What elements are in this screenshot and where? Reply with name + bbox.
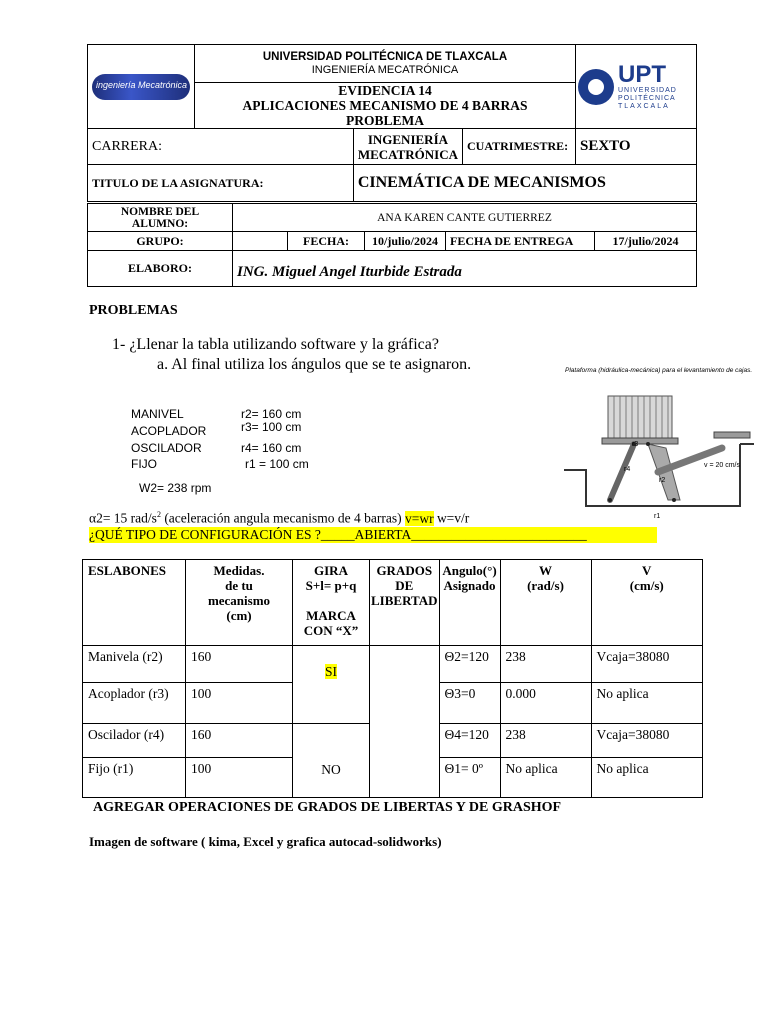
entrega-label: FECHA DE ENTREGA <box>446 232 595 251</box>
header-medidas <box>186 560 293 646</box>
entrega-value: 17/julio/2024 <box>595 232 697 251</box>
header-medidas-3: mecanismo <box>207 593 271 608</box>
cell-w: 238 <box>500 724 591 758</box>
carrera-label: CARRERA: <box>88 129 354 165</box>
links-table <box>82 559 703 798</box>
cell-medida: 160 <box>186 646 293 683</box>
cell-eslabon: Acoplador (r3) <box>83 683 186 724</box>
cell-angulo: Θ1= 0º <box>439 758 500 798</box>
asignatura-value: CINEMÁTICA DE MECANISMOS <box>353 165 696 202</box>
header-angulo-2: Asignado <box>443 578 496 593</box>
department-name: INGENIERÍA MECATRÓNICA <box>311 63 459 76</box>
cell-v: Vcaja=38080 <box>591 724 703 758</box>
header-v-2: (cm/s) <box>629 578 664 593</box>
elaboro-label: ELABORO: <box>88 251 233 287</box>
cell-eslabon: Manivela (r2) <box>83 646 186 683</box>
alumno-label-line2: ALUMNO: <box>131 217 189 230</box>
cell-medida: 100 <box>186 683 293 724</box>
cargo-boxes <box>608 396 672 438</box>
header-gira-1: GIRA <box>314 563 348 578</box>
header-eslabones: ESLABONES <box>83 560 186 646</box>
asignatura-label: TITULO DE LA ASIGNATURA: <box>88 165 354 202</box>
cell-v: No aplica <box>591 683 703 724</box>
cuatrimestre-value: SEXTO <box>576 129 697 165</box>
spec-fijo-value: r1 = 100 cm <box>245 457 309 471</box>
mechanism-diagram <box>562 382 758 520</box>
cell-w: 238 <box>500 646 591 683</box>
header-angulo <box>439 560 500 646</box>
alumno-label <box>88 204 233 232</box>
evidence-title: EVIDENCIA 14 <box>338 83 432 98</box>
header-gira-5: CON “X” <box>303 623 359 638</box>
question-1: 1- ¿Llenar la tabla utilizando software y la gráfica? <box>112 336 439 353</box>
cell-eslabon: Fijo (r1) <box>83 758 186 798</box>
config-question: ¿QUÉ TIPO DE CONFIGURACIÓN ES ?_____ABIERTA__________________________ <box>89 527 657 543</box>
spec-manivel-name: MANIVEL <box>131 407 184 421</box>
gira-si: SI <box>324 664 337 679</box>
header-medidas-4: (cm) <box>226 608 252 623</box>
title-line1: APLICACIONES MECANISMO DE 4 BARRAS <box>242 98 528 113</box>
title-line2: PROBLEMA <box>345 113 424 128</box>
diagram-caption: Plataforma (hidráulica-mecánica) para el levantamiento de cajas. <box>565 367 753 374</box>
header-angulo-1: Angulo(°) <box>442 563 497 578</box>
university-name: UNIVERSIDAD POLITÉCNICA DE TLAXCALA <box>262 50 508 63</box>
shelf <box>714 432 750 438</box>
elaboro-value: ING. Miguel Angel Iturbide Estrada <box>233 251 697 287</box>
header-v <box>591 560 703 646</box>
cell-medida: 160 <box>186 724 293 758</box>
carrera-value <box>353 129 462 165</box>
upt-line1: UNIVERSIDAD <box>618 86 677 94</box>
cell-gira-si <box>293 646 370 724</box>
right-logo-cell <box>576 45 697 129</box>
header-table <box>87 44 697 202</box>
cell-angulo: Θ3=0 <box>439 683 500 724</box>
alpha-text: α2= 15 rad/s <box>89 510 157 526</box>
cell-w: No aplica <box>500 758 591 798</box>
alpha-exponent: 2 <box>156 510 161 519</box>
spec-oscilador-name: OSCILADOR <box>131 441 202 455</box>
alpha-line <box>89 510 469 527</box>
grupo-value <box>233 232 288 251</box>
header-grados-1: GRADOS <box>376 563 433 578</box>
gira-no: NO <box>321 762 341 777</box>
link-r4 <box>610 444 634 500</box>
v-formula: v=wr <box>404 510 434 526</box>
fecha-value: 10/julio/2024 <box>365 232 446 251</box>
alumno-label-line1: NOMBRE DEL <box>120 205 200 218</box>
label-r2: r2 <box>659 477 666 484</box>
university-cell <box>195 45 576 83</box>
header-grados-3: LIBERTAD <box>371 593 438 608</box>
header-v-1: V <box>642 563 652 578</box>
spec-fijo-name: FIJO <box>131 457 157 471</box>
cell-eslabon: Oscilador (r4) <box>83 724 186 758</box>
upt-logo <box>578 60 694 111</box>
imagen-software: Imagen de software ( kima, Excel y grafica autocad-solidworks) <box>89 834 442 849</box>
alumno-value: ANA KAREN CANTE GUTIERREZ <box>233 204 697 232</box>
header-w <box>500 560 591 646</box>
label-r3: r3 <box>632 441 639 448</box>
cell-grados <box>370 646 440 798</box>
table-row <box>83 646 703 683</box>
cell-angulo: Θ2=120 <box>439 646 500 683</box>
spec-acoplador-value: r3= 100 cm <box>241 420 302 434</box>
label-velocity: v = 20 cm/s <box>704 462 740 469</box>
grupo-label: GRUPO: <box>88 232 233 251</box>
cell-angulo: Θ4=120 <box>439 724 500 758</box>
header-w-1: W <box>539 563 552 578</box>
w2-value: W2= 238 rpm <box>139 481 212 495</box>
gear-icon <box>578 69 614 105</box>
cell-medida: 100 <box>186 758 293 798</box>
problemas-heading: PROBLEMAS <box>89 303 178 318</box>
header-gira-2: S+l= p+q <box>305 578 357 593</box>
mechatronics-logo <box>92 74 190 100</box>
spec-oscilador-value: r4= 160 cm <box>241 441 302 455</box>
left-logo-text: ingeniería Mecatrónica <box>96 79 188 90</box>
header-table-lower <box>87 203 697 287</box>
cell-v: No aplica <box>591 758 703 798</box>
title-cell <box>195 83 576 129</box>
w-formula: w=v/r <box>433 510 470 526</box>
label-r4: r4 <box>624 466 631 473</box>
header-grados <box>370 560 440 646</box>
alpha-description: (aceleración angula mecanismo de 4 barras) <box>160 510 405 526</box>
cuatrimestre-label: CUATRIMESTRE: <box>463 129 576 165</box>
left-logo-cell <box>88 45 195 129</box>
upt-acronym: UPT <box>618 60 666 88</box>
header-gira-4: MARCA <box>306 608 356 623</box>
spec-acoplador-name: ACOPLADOR <box>131 424 207 438</box>
carrera-value-line2: MECATRÓNICA <box>357 146 458 162</box>
header-medidas-1: Medidas. <box>213 563 265 578</box>
upt-line2: POLITÉCNICA <box>618 94 676 102</box>
question-1a: a. Al final utiliza los ángulos que se te asignaron. <box>157 356 472 373</box>
carrera-value-line1: INGENIERÍA <box>367 131 449 147</box>
header-gira <box>293 560 370 646</box>
fecha-label: FECHA: <box>288 232 365 251</box>
label-r1: r1 <box>654 513 661 520</box>
cell-w: 0.000 <box>500 683 591 724</box>
platform <box>602 438 678 444</box>
cell-gira-no <box>293 724 370 798</box>
spec-manivel-value: r2= 160 cm <box>241 407 302 421</box>
cell-v: Vcaja=38080 <box>591 646 703 683</box>
upt-line3: TLAXCALA <box>618 102 670 110</box>
agregar-heading: AGREGAR OPERACIONES DE GRADOS DE LIBERTAS Y DE GRASHOF <box>93 800 562 815</box>
header-medidas-2: de tu <box>225 578 253 593</box>
header-grados-2: DE <box>395 578 414 593</box>
header-w-2: (rad/s) <box>527 578 564 593</box>
